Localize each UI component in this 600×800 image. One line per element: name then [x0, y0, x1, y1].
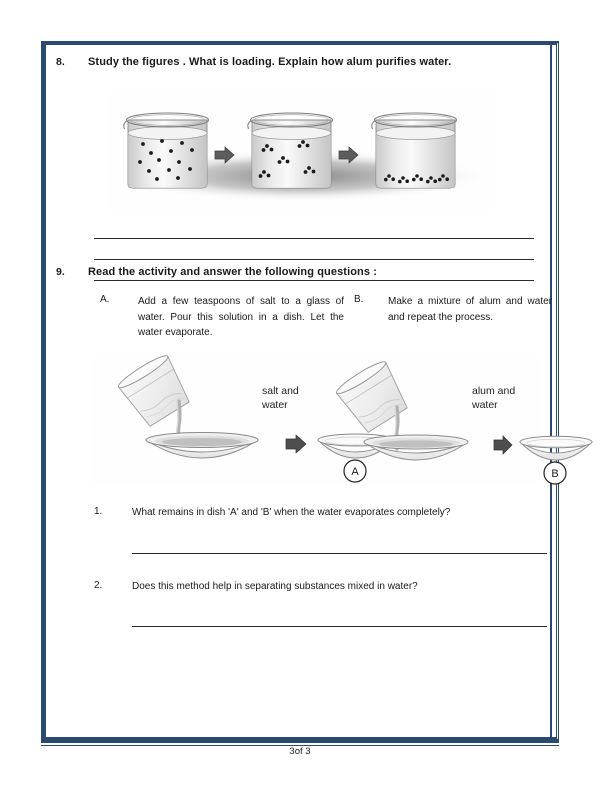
dish-label-b: B: [551, 468, 559, 480]
dish-label-a-circle: [344, 460, 366, 482]
question-9-title-text: Read the activity and answer the following questions: [88, 266, 371, 278]
activity-a-letter: A.: [100, 294, 110, 305]
footer-rule-thick: [41, 741, 559, 743]
activity-column-a: [94, 294, 354, 341]
worksheet-content: [46, 45, 559, 737]
sub-question-2-text: Does this method help in separating substances mixed in water?: [132, 581, 418, 592]
panel-b-label-line2: water: [472, 399, 498, 411]
answer-line[interactable]: [94, 218, 534, 239]
question-8-number: 8.: [56, 56, 65, 68]
question-8-heading-row: [46, 56, 556, 68]
question-9-number: 9.: [56, 266, 65, 278]
worksheet-page-frame: [41, 41, 559, 741]
panel-b-label-line1: alum and: [472, 385, 516, 397]
activity-b-letter: B.: [354, 294, 364, 305]
activity-columns: [94, 294, 552, 341]
sub-question-1-number: 1.: [94, 506, 103, 517]
sub-question-2: [94, 580, 544, 594]
question-9-heading-row: [46, 266, 556, 278]
question-9-block: [46, 266, 559, 592]
question-9-title: [88, 266, 377, 278]
dish-label-b-circle: [544, 462, 566, 484]
sub-question-2-answer-line[interactable]: [132, 626, 547, 627]
question-9-title-trail: :: [370, 266, 378, 278]
panel-a-label-line1: salt and: [262, 385, 299, 397]
sub-question-1-answer-line[interactable]: [132, 553, 547, 554]
activity-a-text: Add a few teaspoons of salt to a glass of water. Pour this solution in a dish. Let the water evaporate.: [138, 296, 344, 338]
activity-b-text: Make a mixture of alum and water and repeat the process.: [388, 296, 552, 323]
page-footer-text: 3of 3: [289, 746, 311, 757]
answer-line[interactable]: [94, 239, 534, 260]
panel-a-label-line2: water: [262, 399, 288, 411]
dish-label-a: A: [351, 466, 359, 478]
question-8-block: [46, 56, 556, 68]
sub-question-1-text: What remains in dish 'A' and 'B' when the water evaporates completely?: [132, 507, 451, 518]
evaporation-dishes-figure: [90, 358, 559, 485]
sub-question-2-number: 2.: [94, 580, 103, 591]
question-8-title: Study the figures . What is loading. Explain how alum purifies water.: [88, 56, 452, 68]
sub-question-1: [94, 506, 544, 520]
alum-purification-figure: [107, 92, 495, 210]
activity-column-b: [354, 294, 552, 341]
